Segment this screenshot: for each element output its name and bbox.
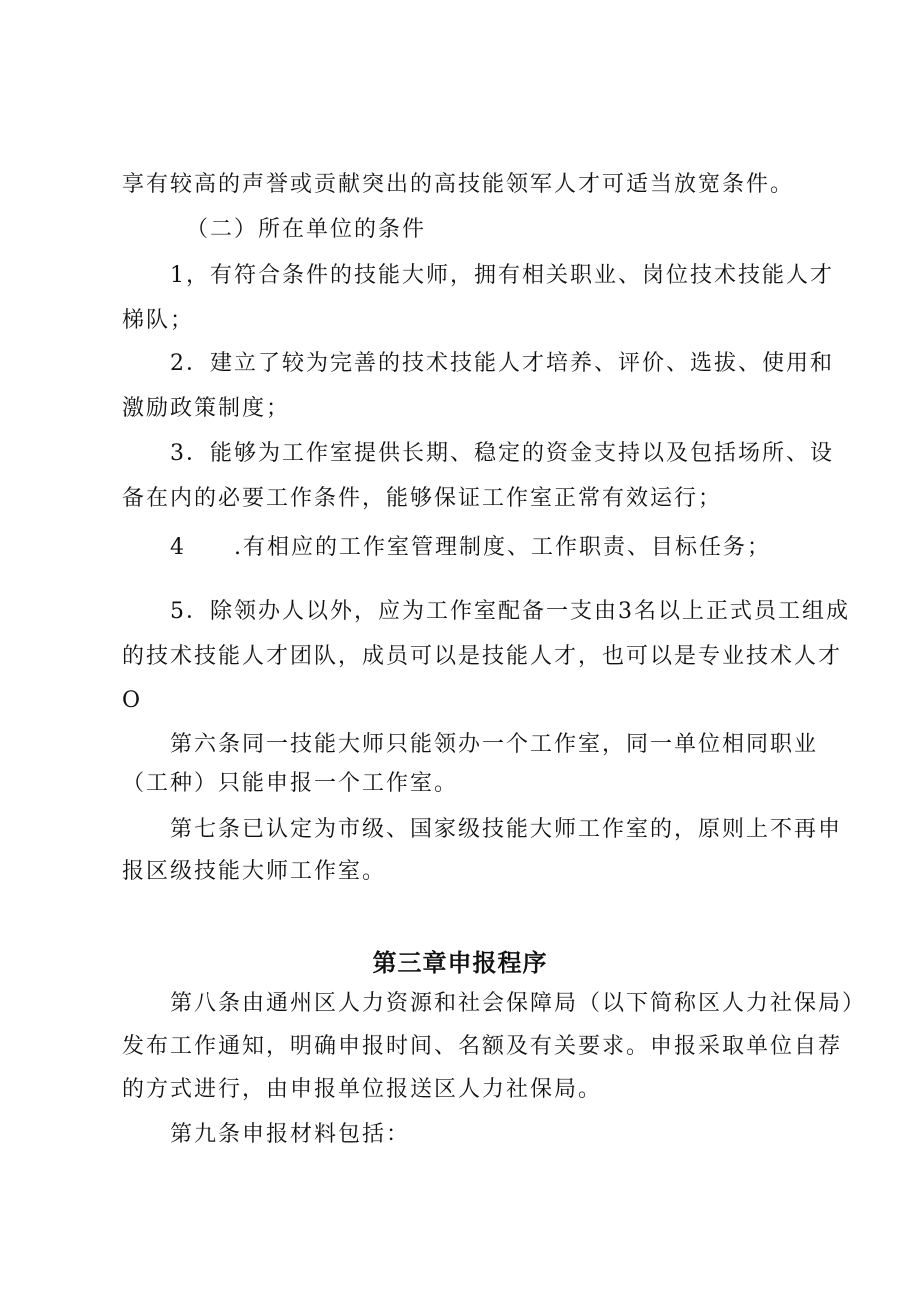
text-line: 第九条申报材料包括： xyxy=(170,1122,411,1147)
text-line: 激励政策制度； xyxy=(122,396,291,421)
text-line: 1，有符合条件的技能大师，拥有相关职业、岗位技术技能人才 xyxy=(170,263,834,288)
text-line: 第七条已认定为市级、国家级技能大师工作室的，原则上不再申 xyxy=(170,817,843,842)
text-line: 5．除领办人以外，应为工作室配备一支由3名以上正式员工组成 xyxy=(170,599,850,624)
text-line: 的方式进行，由申报单位报送区人力社保局。 xyxy=(122,1077,603,1102)
text-line: O xyxy=(122,688,143,713)
section-subheading: （二）所在单位的条件 xyxy=(186,217,427,242)
text-line: 备在内的必要工作条件，能够保证工作室正常有效运行； xyxy=(122,486,723,511)
text-line: 享有较高的声誉或贡献突出的高技能领军人才可适当放宽条件。 xyxy=(122,172,795,197)
text-line: 4 .有相应的工作室管理制度、工作职责、目标任务； xyxy=(170,535,771,560)
chapter-heading: 第三章申报程序 xyxy=(372,949,548,977)
text-line: 报区级技能大师工作室。 xyxy=(122,859,387,884)
text-line: 第八条由通州区人力资源和社会保障局（以下简称区人力社保局） xyxy=(170,991,867,1016)
text-line: 梯队； xyxy=(122,308,195,333)
text-line: 发布工作通知，明确申报时间、名额及有关要求。申报采取单位自荐 xyxy=(122,1034,843,1059)
text-line: 第六条同一技能大师只能领办一个工作室，同一单位相同职业 xyxy=(170,732,819,757)
text-line: 2．建立了较为完善的技术技能人才培养、评价、选拔、使用和 xyxy=(170,351,834,376)
text-line: 3．能够为工作室提供长期、稳定的资金支持以及包括场所、设 xyxy=(170,441,834,466)
text-line: 的技术技能人才团队，成员可以是技能人才，也可以是专业技术人才 xyxy=(122,644,843,669)
text-line: （工种）只能申报一个工作室。 xyxy=(122,771,459,796)
